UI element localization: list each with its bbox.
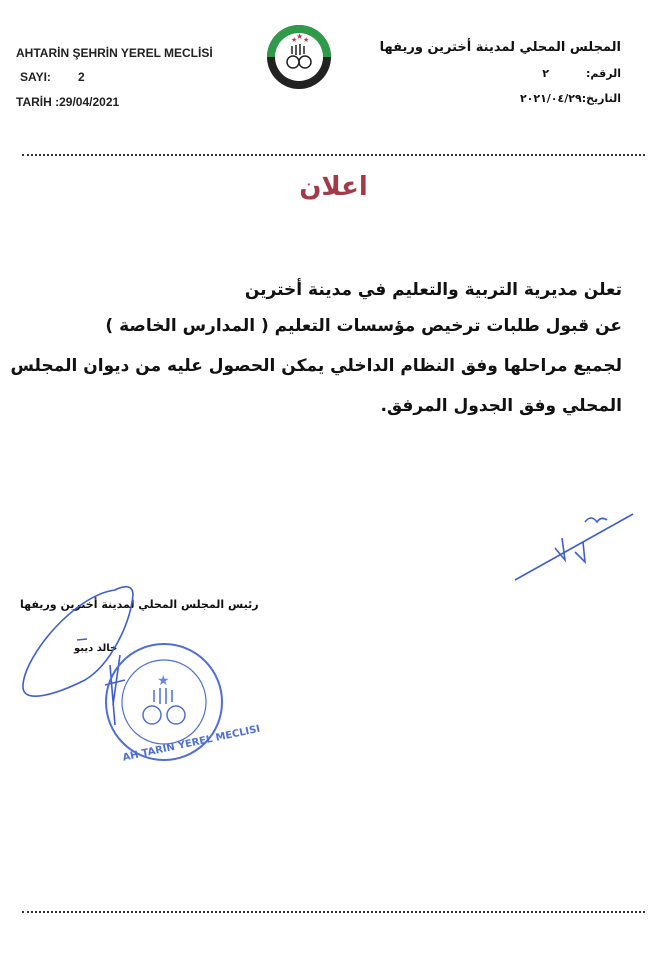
official-stamp [102, 640, 262, 765]
ar-date: التاريخ:٢٠٢١/٠٤/٢٩ [519, 92, 621, 105]
header-divider [22, 154, 645, 156]
body-line: عن قبول طلبات ترخيص مؤسسات التعليم ( المدارس الخاصة ) [105, 316, 622, 336]
ar-number-label: الرقم: [586, 67, 621, 80]
body-line: لجميع مراحلها وفق النظام الداخلي يمكن الحصول عليه من ديوان المجلس [10, 356, 622, 376]
ar-council-name: المجلس المحلي لمدينة أخترين وريفها [379, 40, 621, 55]
body-line: تعلن مديرية التربية والتعليم في مدينة أخترين [244, 280, 622, 300]
svg-text:★: ★ [303, 36, 310, 44]
svg-text:AH TARIN YEREL MECLISI: AH TARIN YEREL MECLISI [121, 723, 262, 764]
council-logo [266, 24, 332, 90]
signature-right [505, 500, 640, 594]
tr-council-name: AHTARİN ŞEHRİN YEREL MECLİSİ [16, 46, 213, 60]
tr-number-label: SAYI: [20, 70, 51, 84]
svg-text:★: ★ [296, 32, 304, 41]
svg-text:★: ★ [157, 673, 170, 689]
tr-date: TARİH :29/04/2021 [16, 95, 120, 109]
ar-number-value: ٢ [542, 67, 549, 80]
signatory-title: رئيس المجلس المحلي لمدينة أخترين وريفها [20, 598, 259, 611]
signatory-name: خالد ديبو [74, 643, 118, 654]
svg-text:★: ★ [291, 36, 298, 44]
body-line: المحلي وفق الجدول المرفق. [380, 396, 622, 416]
footer-divider [22, 911, 645, 913]
announcement-title: اعلان [299, 172, 368, 202]
tr-number-value: 2 [78, 70, 85, 84]
